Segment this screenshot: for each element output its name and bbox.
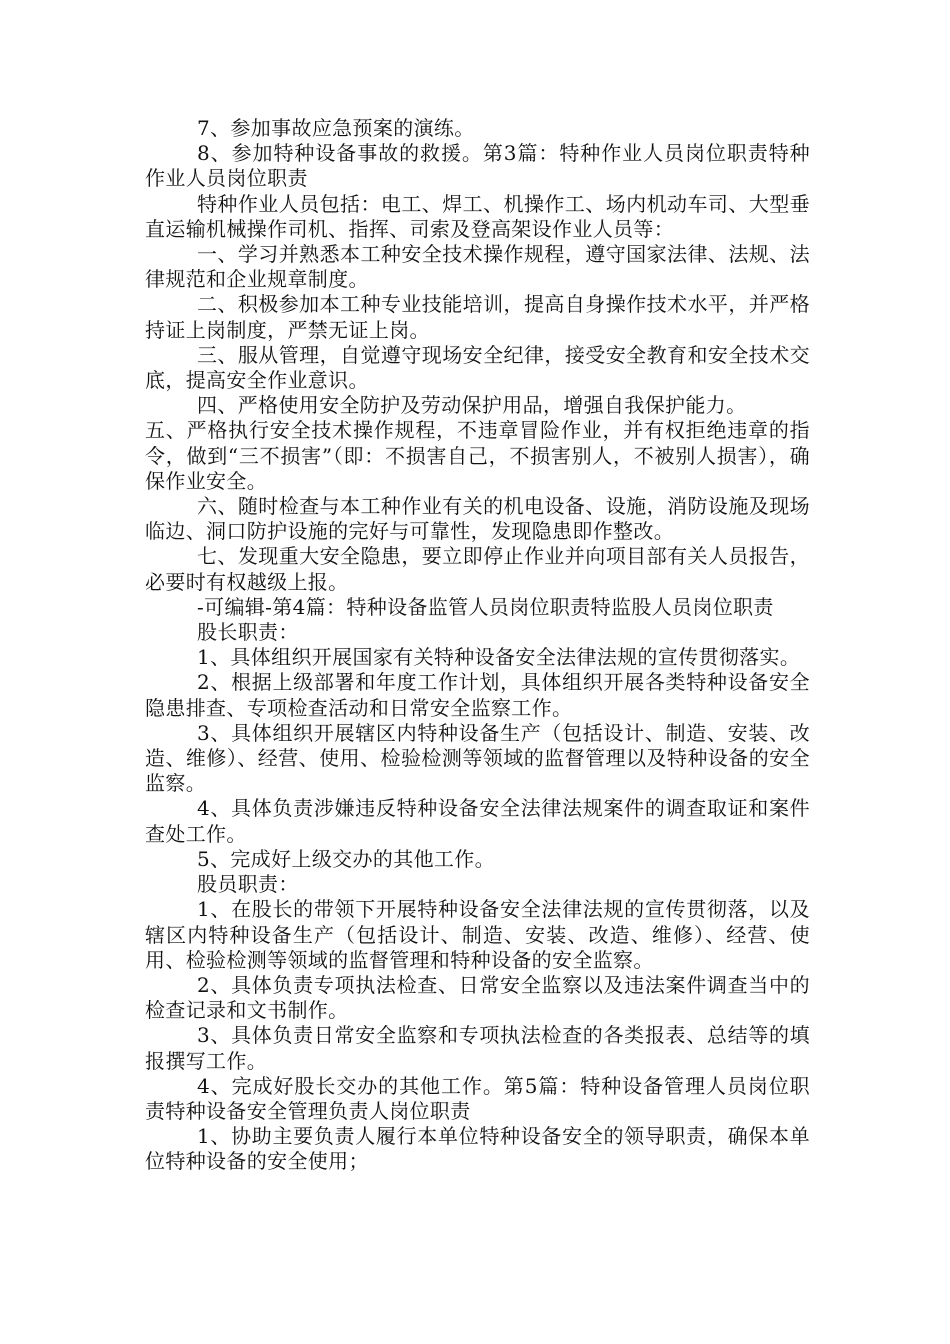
paragraph: 一、学习并熟悉本工种安全技术操作规程，遵守国家法律、法规、法律规范和企业规章制度。	[145, 242, 810, 292]
paragraph: 8、参加特种设备事故的救援。第3篇：特种作业人员岗位职责特种作业人员岗位职责	[145, 141, 810, 191]
paragraph: 二、积极参加本工种专业技能培训，提高自身操作技术水平，并严格持证上岗制度，严禁无证上岗。	[145, 292, 810, 342]
paragraph: 5、完成好上级交办的其他工作。	[197, 846, 495, 871]
paragraph: 4、完成好股长交办的其他工作。第5篇：特种设备管理人员岗位职责特种设备安全管理负责人岗位职责	[145, 1073, 810, 1123]
paragraph: 3、具体组织开展辖区内特种设备生产（包括设计、制造、安装、改造、维修）、经营、使用、检验检测等领域的监督管理以及特种设备的安全监察。	[145, 720, 810, 796]
paragraph: -可编辑-第4篇：特种设备监管人员岗位职责特监股人员岗位职责	[197, 594, 774, 619]
paragraph: 四、严格使用安全防护及劳动保护用品，增强自我保护能力。	[197, 393, 747, 418]
paragraph: 7、参加事故应急预案的演练。	[197, 116, 475, 140]
paragraph: 三、服从管理，自觉遵守现场安全纪律，接受安全教育和安全技术交底，提高安全作业意识。	[145, 342, 810, 393]
section-heading: 股员职责：	[197, 872, 299, 897]
paragraph: 五、严格执行安全技术操作规程，不违章冒险作业，并有权拒绝违章的指令，做到“三不损害”（即：不损害自己，不损害别人，不被别人损害），确保作业安全。	[145, 418, 810, 493]
paragraph: 3、具体负责日常安全监察和专项执法检查的各类报表、总结等的填报撰写工作。	[145, 1023, 810, 1073]
paragraph: 1、协助主要负责人履行本单位特种设备安全的领导职责，确保本单位特种设备的安全使用；	[145, 1124, 810, 1174]
section-heading: 股长职责：	[197, 620, 299, 645]
document-body	[145, 116, 810, 1175]
paragraph: 六、随时检查与本工种作业有关的机电设备、设施，消防设施及现场临边、洞口防护设施的完好与可靠性，发现隐患即作整改。	[145, 494, 810, 544]
paragraph: 4、具体负责涉嫌违反特种设备安全法律法规案件的调查取证和案件查处工作。	[145, 796, 810, 846]
paragraph: 2、具体负责专项执法检查、日常安全监察以及违法案件调查当中的检查记录和文书制作。	[145, 972, 810, 1023]
paragraph: 1、在股长的带领下开展特种设备安全法律法规的宣传贯彻落，以及辖区内特种设备生产（包括设计、制造、安装、改造、维修）、经营、使用、检验检测等领域的监督管理和特种设备的安全监察。	[145, 897, 810, 972]
paragraph: 2、根据上级部署和年度工作计划，具体组织开展各类特种设备安全隐患排查、专项检查活动和日常安全监察工作。	[145, 670, 810, 720]
paragraph: 1、具体组织开展国家有关特种设备安全法律法规的宣传贯彻落实。	[197, 645, 801, 670]
paragraph: 特种作业人员包括：电工、焊工、机操作工、场内机动车司、大型垂直运输机械操作司机、指挥、司索及登高架设作业人员等：	[145, 191, 810, 241]
paragraph: 七、发现重大安全隐患，要立即停止作业并向项目部有关人员报告，必要时有权越级上报。	[145, 544, 810, 594]
